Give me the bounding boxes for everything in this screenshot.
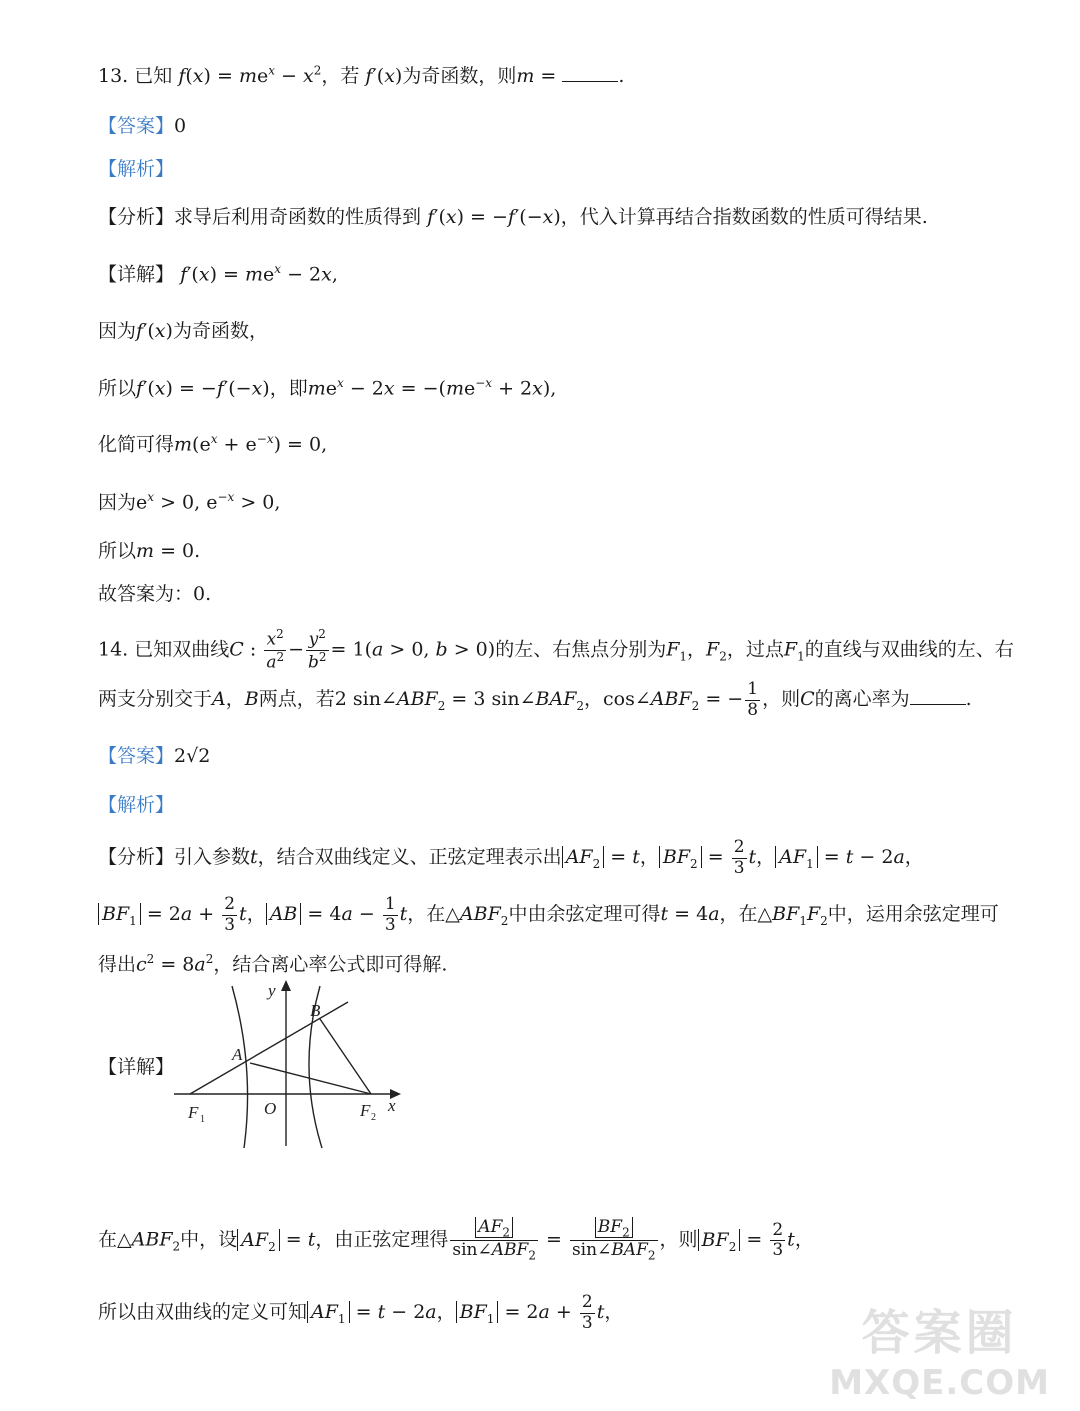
q14-fenxi-1: 【分析】引入参数t，结合双曲线定义、正弦定理表示出 $AF_2 = t$， $BF_2$ = $\frac{2}{3}$ t， $AF_1 = t - 2a$， <box>98 837 924 878</box>
label-b: B <box>310 1001 321 1020</box>
q14-fenxi-2: $BF_1 = 2a$ + $\frac{2}{3}$ t， AB = 4a − $\frac{1}{3}$ t，在$\triangle ABF_2$中由余弦定理可得t = 4a，在$\triangle BF_1F_2$中，运用余弦定理可 <box>98 895 999 935</box>
q13-detail-4: 化简可得$m(e^x + e^{-x}) = 0$, <box>98 432 328 456</box>
label-x: x <box>388 1096 396 1115</box>
left-branch-curve <box>232 986 248 1148</box>
q13-detail-1: 【详解】 $f'(x) = me^x - 2x$, <box>98 262 338 286</box>
watermark-en: MXQE.COM <box>829 1363 1050 1403</box>
q14-fenxi-3: 得出$c^2 = 8a^2$，结合离心率公式即可得解. <box>98 952 448 976</box>
q14-stem-2: 两支分别交于A，B两点，若2 $\sin\angle ABF_2 = 3$ $\sin\angle BAF_2$，$\cos\angle ABF_2$ = − $\frac{1}{8}$ ，则C的离心率为 . <box>98 679 972 720</box>
label-o: O <box>264 1099 277 1118</box>
q13-detail-2: 因为f′(x)为奇函数， <box>98 320 268 342</box>
label-f2: F <box>360 1101 371 1120</box>
svg-text:2: 2 <box>371 1112 376 1123</box>
watermark <box>829 1294 1050 1403</box>
svg-text:1: 1 <box>200 1114 205 1125</box>
q14-detail-2: 所以由双曲线的定义可知 $AF_1 = t - 2a$， $BF_1 = 2a$ + $\frac{2}{3}$ t， <box>98 1292 624 1333</box>
y-axis-arrow <box>281 980 291 991</box>
line-f1-b <box>190 1002 348 1094</box>
q13-detail-3: 所以f′(x) = −f′(−x)，即$me^x - 2x = -(me^{-x} + 2x)$, <box>98 376 557 400</box>
q13-stem: 13. 已知 $f(x) = me^x - x^2$，若 f′(x)为奇函数，则m = . <box>98 63 625 87</box>
q13-answer: 【答案】0 <box>98 115 187 137</box>
hyperbola-figure <box>170 978 410 1153</box>
q14-analysis-tag: 【解析】 <box>98 794 175 816</box>
label-a: A <box>232 1045 243 1064</box>
q13-detail-6: 所以m = 0. <box>98 540 201 562</box>
q13-fenxi: 【分析】求导后利用奇函数的性质得到 f′(x) = −f′(−x)，代入计算再结合指数函数的性质可得结果. <box>98 206 928 228</box>
q14-detail-tag: 【详解】 <box>98 1056 175 1078</box>
q13-final: 故答案为：0. <box>98 583 212 605</box>
q13-detail-5: 因为$e^x > 0$, $e^{-x} > 0$, <box>98 490 281 514</box>
q14-stem-1: 14. 已知双曲线C : $\frac{x^2}{a^2}$ − $\frac{y^2}{b^2}$ = 1(a > 0, b > 0)的左、右焦点分别为$F_1$，$F_2$，过点$F_1$的直线与双曲线的左、右 <box>98 627 1014 673</box>
label-y: y <box>268 981 276 1000</box>
watermark-cn: 答案圈 <box>861 1305 1018 1361</box>
q14-answer: 【答案】2√2 <box>98 745 211 767</box>
q13-analysis-tag: 【解析】 <box>98 158 175 180</box>
label-f1: F <box>188 1103 199 1122</box>
q14-detail-1: 在$\triangle ABF_2$中，设 $AF_2 = t$，由正弦定理得 $\frac{AF_2}{\sin\angle ABF_2}$ = $\frac{BF_2}{\sin\angle BAF_2}$ ，则 $BF_2$ = $\frac{2}{3}$ t， <box>98 1217 814 1263</box>
